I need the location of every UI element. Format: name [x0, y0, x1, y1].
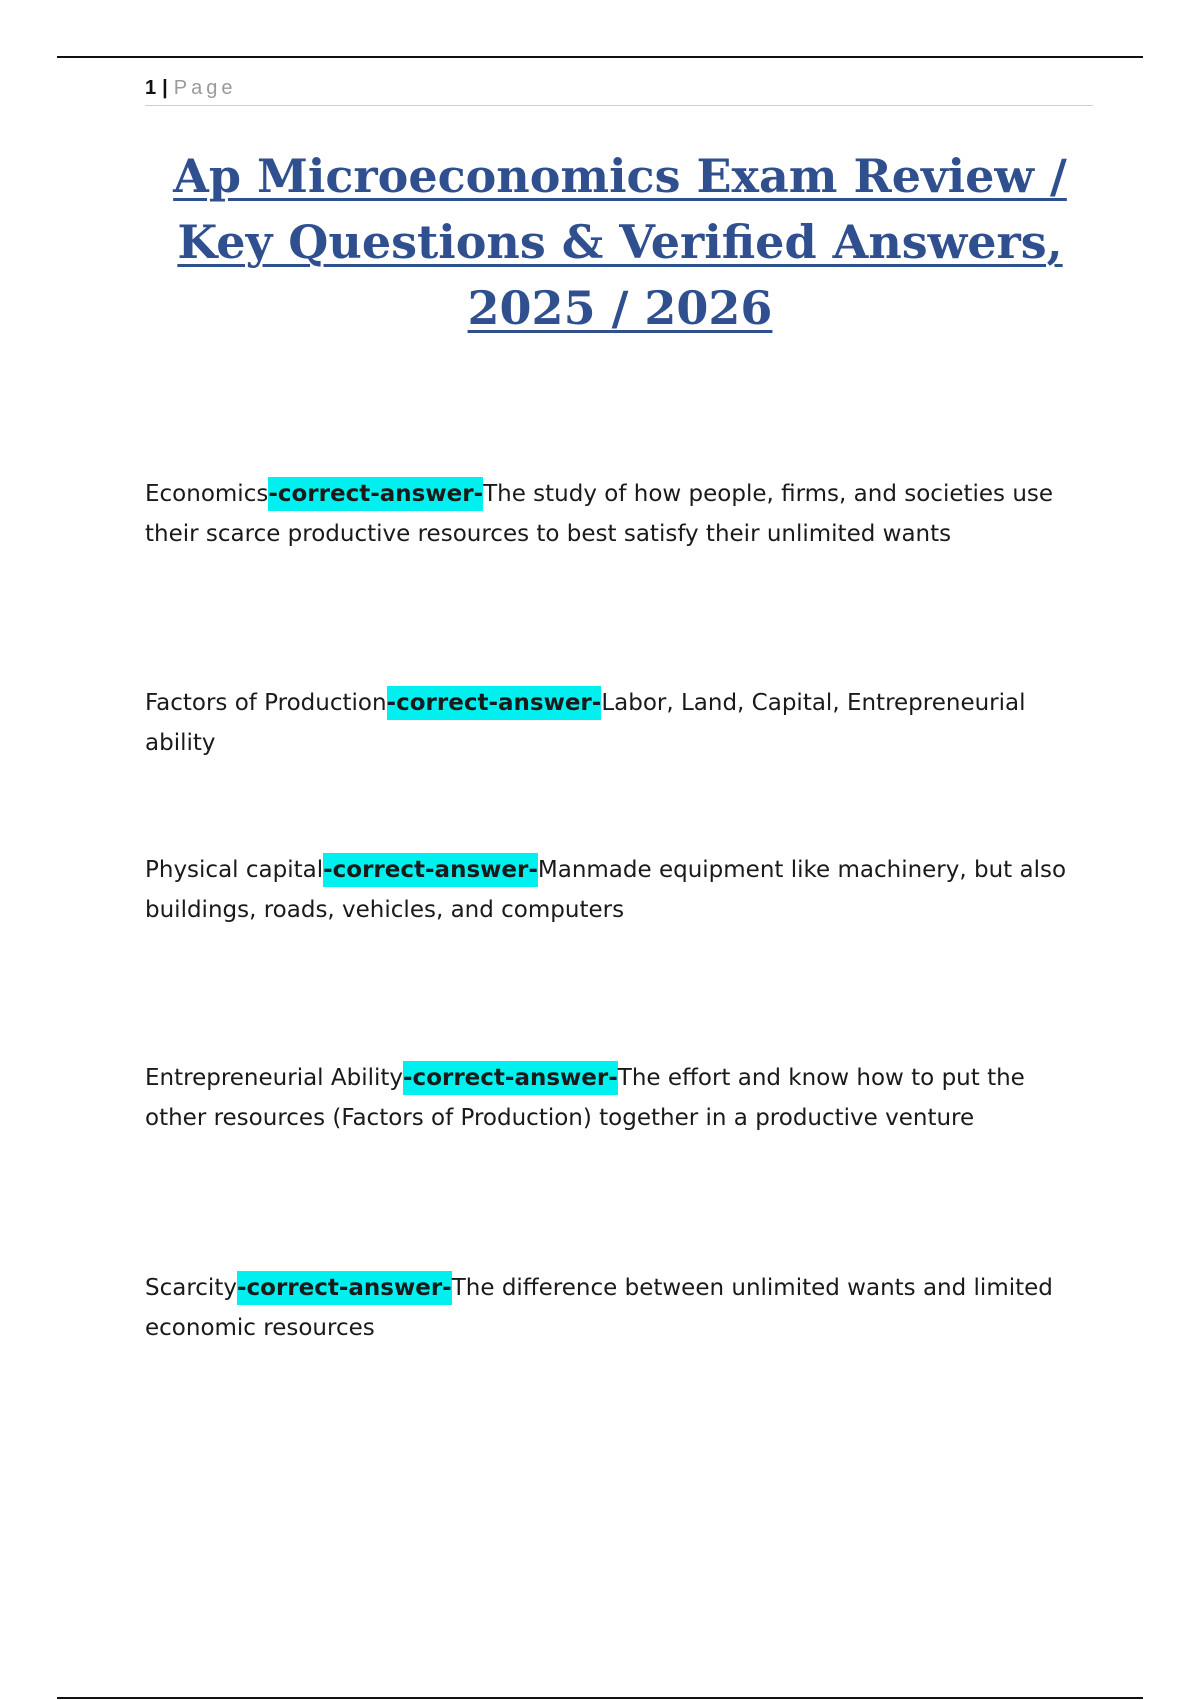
- correct-answer-marker: -correct-answer-: [268, 477, 483, 511]
- qa-term: Economics: [145, 481, 269, 507]
- qa-term: Scarcity: [145, 1275, 237, 1301]
- qa-item-physical-capital: [145, 850, 1085, 930]
- qa-answer: The study of how people, firms, and societies use their scarce productive resources to best satisfy their unlimited wants: [145, 481, 1054, 547]
- correct-answer-marker: -correct-answer-: [403, 1061, 618, 1095]
- qa-item-factors-of-production: [145, 683, 1085, 763]
- bottom-rule: [57, 1697, 1143, 1699]
- qa-answer: The difference between unlimited wants and limited economic resources: [145, 1275, 1053, 1341]
- qa-answer: The effort and know how to put the other resources (Factors of Production) together in a productive venture: [145, 1065, 1025, 1131]
- qa-answer: Labor, Land, Capital, Entrepreneurial ability: [145, 690, 1026, 756]
- qa-term: Entrepreneurial Ability: [145, 1065, 404, 1091]
- correct-answer-marker: -correct-answer-: [323, 853, 538, 887]
- page-label: Page: [173, 77, 237, 99]
- qa-item-entrepreneurial-ability: [145, 1058, 1085, 1138]
- qa-item-scarcity: [145, 1268, 1085, 1348]
- qa-term: Factors of Production: [145, 690, 387, 716]
- correct-answer-marker: -correct-answer-: [237, 1271, 452, 1305]
- page-number: 1: [145, 77, 157, 99]
- qa-term: Physical capital: [145, 857, 324, 883]
- page-header: [145, 74, 1093, 106]
- correct-answer-marker: -correct-answer-: [387, 686, 602, 720]
- page-separator: |: [162, 77, 168, 99]
- document-title: Ap Microeconomics Exam Review / Key Questions & Verified Answers, 2025 / 2026: [173, 149, 1067, 335]
- qa-item-economics: [145, 474, 1085, 554]
- qa-answer: Manmade equipment like machinery, but also buildings, roads, vehicles, and computers: [145, 857, 1067, 923]
- top-rule: [57, 56, 1143, 58]
